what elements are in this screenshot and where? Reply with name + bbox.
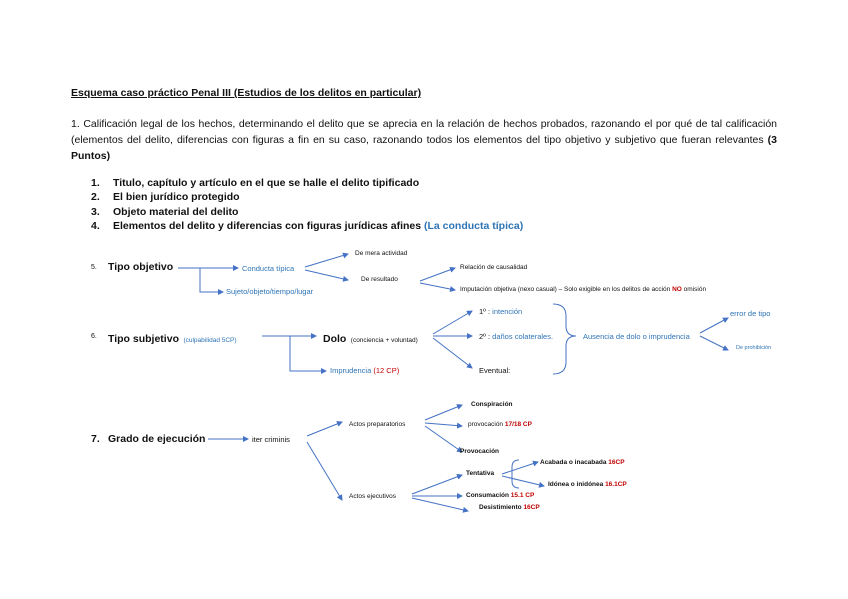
list-item-2: 2. El bien jurídico protegido: [91, 191, 240, 203]
acabada: Acabada o inacabada 16CP: [540, 459, 625, 466]
list-item-1: 1. Titulo, capítulo y artículo en el que se halle el delito tipificado: [91, 177, 420, 189]
idonea: Idónea o inidónea 16.1CP: [548, 481, 627, 488]
page-title: Esquema caso práctico Penal III (Estudios de los delitos en particular): [71, 87, 422, 99]
arrow-to-primer: [433, 311, 472, 334]
arrow-to-causalidad: [420, 268, 455, 281]
arrow-to-tentativa: [412, 475, 462, 494]
segundo-grado: 2º : daños colaterales.: [479, 332, 554, 341]
bracket-right: [553, 304, 576, 374]
arrow-to-provocacion: [425, 426, 462, 452]
tipo-subjetivo-label: Tipo subjetivo (culpabilidad 5CP): [108, 333, 237, 345]
list-item-3: 3. Objeto material del delito: [91, 206, 239, 218]
iter-criminis: iter criminis: [252, 435, 290, 444]
tentativa: Tentativa: [466, 470, 495, 477]
sujeto-objeto: Sujeto/objeto/tiempo/lugar: [226, 287, 314, 296]
list-item-4-highlight: (La conducta típica): [424, 220, 524, 232]
mera-actividad: De mera actividad: [355, 250, 408, 257]
dolo: Dolo (conciencia + voluntad): [323, 333, 418, 345]
desistimiento: Desistimiento 16CP: [479, 504, 540, 511]
tipo-objetivo-label: Tipo objetivo: [108, 261, 174, 273]
imputacion-objetiva: Imputación objetiva (nexo casual) – Solo exigible en los delitos de acción NO omisión: [460, 286, 707, 293]
intro-points: (3 Puntos): [71, 134, 777, 162]
arrow-to-error-prohibicion: [700, 336, 728, 350]
bracket-tentativa: [512, 460, 519, 488]
eventual: Eventual:: [479, 366, 511, 375]
ausencia-dolo: Ausencia de dolo o imprudencia: [583, 332, 690, 341]
provocacion-ref: provocación 17/18 CP: [468, 421, 532, 428]
primer-grado: 1º : intención: [479, 307, 523, 316]
arrow-to-acabada: [502, 462, 538, 474]
list-item-4: 4. Elementos del delito y diferencias con figuras jurídicas afines (La conducta típica): [91, 220, 524, 232]
conspiracion: Conspiración: [471, 401, 513, 408]
error-tipo: error de tipo: [730, 309, 771, 318]
intro-text: 1. Calificación legal de los hechos, determinando el delito que se aprecia en la relación de hechos probados, razonando el por qué de tal calificación (elementos del delito, diferencias con figuras a fin en su caso, razonando todos los elementos del tipo objetivo y subjetivo que fueran relevantes: [71, 118, 777, 146]
imprudencia: Imprudencia (12 CP): [330, 366, 400, 375]
arrow-to-desistimiento: [412, 498, 468, 511]
grado-label: Grado de ejecución: [108, 433, 206, 445]
tipo-subjetivo-num: 6.: [91, 333, 97, 340]
arrow-to-idonea: [502, 476, 544, 486]
relacion-causalidad: Relación de causalidad: [460, 264, 528, 271]
provocacion: Provocación: [460, 448, 500, 455]
conducta-tipica: Conducta típica: [242, 264, 295, 273]
arrow-to-imprudencia: [290, 336, 326, 371]
arrow-to-preparatorios: [307, 422, 342, 436]
arrow-to-sujeto: [200, 268, 223, 292]
arrow-to-provocacion-ref: [425, 423, 462, 426]
arrow-to-resultado: [305, 270, 348, 280]
arrow-to-conspiracion: [425, 405, 462, 420]
actos-preparatorios: Actos preparatorios: [349, 421, 406, 428]
arrow-to-error-tipo: [700, 318, 728, 333]
arrow-to-ejecutivos: [307, 442, 342, 500]
de-resultado: De resultado: [361, 276, 398, 283]
error-prohibicion: De prohibición: [736, 345, 772, 351]
actos-ejecutivos: Actos ejecutivos: [349, 493, 396, 500]
arrow-to-mera: [305, 254, 348, 267]
consumacion: Consumación 15.1 CP: [466, 492, 535, 499]
arrow-to-imputacion: [420, 283, 455, 290]
tipo-objetivo-num: 5.: [91, 264, 97, 271]
grado-num: 7.: [91, 433, 100, 445]
arrow-to-eventual: [433, 338, 472, 368]
